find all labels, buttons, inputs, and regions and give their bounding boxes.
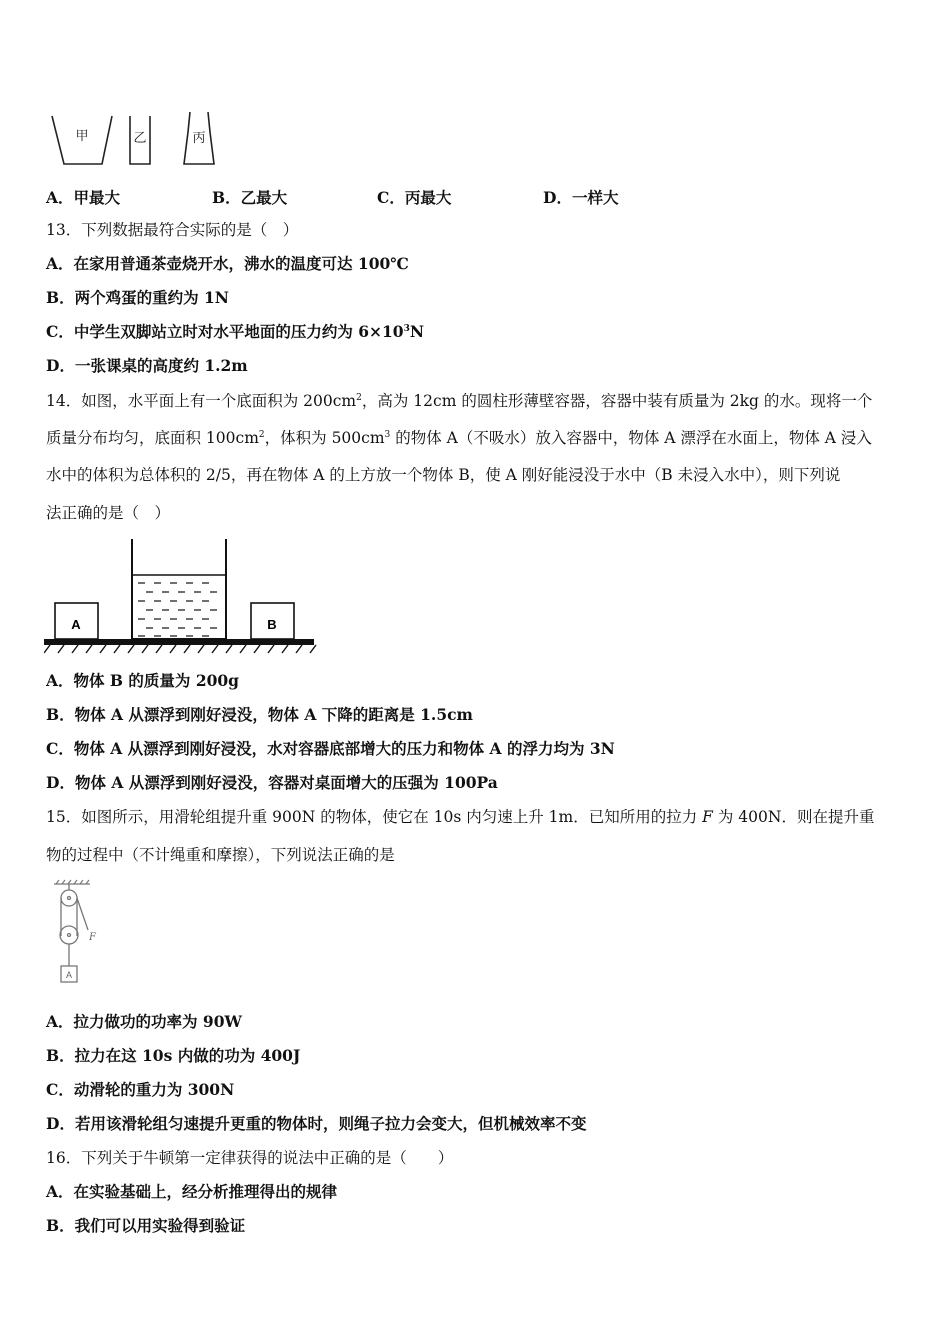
q14-option-d: D．物体 A 从漂浮到刚好浸没，容器对桌面增大的压强为 100Pa [46,773,498,792]
q15-stem-line1 [46,807,874,827]
q14-l2-a: 质量分布均匀，底面积 100cm [46,429,259,447]
q15-option-b: B．拉力在这 10s 内做的功为 400J [46,1046,301,1065]
container-yi-label: 乙 [133,131,147,146]
container-bing [184,112,214,164]
q13-option-a: A．在家用普通茶壶烧开水，沸水的温度可达 100℃ [46,254,409,273]
q13-option-d: D．一张课桌的高度约 1.2m [46,356,248,375]
force-label: F [89,932,96,943]
block-b [251,603,294,639]
q13-option-c-unit: N [409,322,425,341]
block-a [55,603,98,639]
ground-hatching [44,645,316,653]
block-a-label: A [71,617,81,632]
q13-option-c-exponent: 3 [403,323,410,334]
q14-option-b: B．物体 A 从漂浮到刚好浸没，物体 A 下降的距离是 1.5cm [46,705,473,724]
q15-option-c: C．动滑轮的重力为 300N [46,1080,235,1099]
q14-stem-line2 [46,428,872,448]
q12-option-c: C．丙最大 [377,188,452,207]
q15-l1-force: F [702,808,713,826]
q14-container-figure [44,537,318,657]
q13-stem: 13．下列数据最符合实际的是（ ） [46,221,299,239]
q15-stem-line2: 物的过程中（不计绳重和摩擦），下列说法正确的是 [46,846,395,864]
q12-option-d: D．一样大 [543,188,619,207]
block-b-label: B [267,617,277,632]
weight-label: A [65,970,73,980]
container-jia-label: 甲 [75,129,89,144]
q14-l1-a: 14．如图，水平面上有一个底面积为 200cm [46,392,357,410]
q12-option-a: A．甲最大 [46,188,121,207]
q14-l2-sup2: 3 [384,429,391,440]
q14-l2-c: 的物体 A（不吸水）放入容器中，物体 A 漂浮在水面上，物体 A 浸入 [390,429,872,447]
q14-l2-b: ，体积为 500cm [264,429,385,447]
q15-option-d: D．若用该滑轮组匀速提升更重的物体时，则绳子拉力会变大，但机械效率不变 [46,1114,587,1133]
ceiling [54,880,90,884]
q14-stem-line4: 法正确的是（ ） [46,504,171,522]
q14-stem-line3: 水中的体积为总体积的 2/5，再在物体 A 的上方放一个物体 B，使 A 刚好能浸没于水中（B 未浸入水中），则下列说 [46,466,841,484]
q16-stem: 16．下列关于牛顿第一定律获得的说法中正确的是（ ） [46,1149,454,1167]
q15-pulley-figure [50,878,110,988]
q14-l1-sup: 2 [356,392,362,403]
q14-stem-line1 [46,391,872,411]
q12-containers-figure [46,108,226,170]
container-jia [52,116,112,164]
q16-option-a: A．在实验基础上，经分析推理得出的规律 [46,1182,338,1201]
q14-l2-sup1: 2 [258,429,265,440]
q14-l1-b: ，高为 12cm 的圆柱形薄壁容器，容器中装有质量为 2kg 的水。现将一个 [361,392,873,410]
water-dashes [138,583,217,636]
water-container [132,539,226,639]
q16-option-b: B．我们可以用实验得到验证 [46,1216,246,1235]
q14-option-c: C．物体 A 从漂浮到刚好浸没，水对容器底部增大的压力和物体 A 的浮力均为 3N [46,739,615,758]
q12-option-b: B．乙最大 [212,188,288,207]
container-bing-label: 丙 [192,131,206,146]
pulley-system [60,884,88,982]
container-yi [130,116,150,164]
q15-l1-a: 15．如图所示，用滑轮组提升重 900N 的物体，使它在 10s 内匀速上升 1m．已知所用的拉力 [46,808,703,826]
q14-option-a: A．物体 B 的质量为 200g [46,671,240,690]
q13-option-c [46,322,424,342]
q15-l1-b: 为 400N．则在提升重 [712,808,875,826]
q13-option-b: B．两个鸡蛋的重约为 1N [46,288,229,307]
q13-option-c-text: C．中学生双脚站立时对水平地面的压力约为 6×10 [46,322,404,341]
q15-option-a: A．拉力做功的功率为 90W [46,1012,242,1031]
